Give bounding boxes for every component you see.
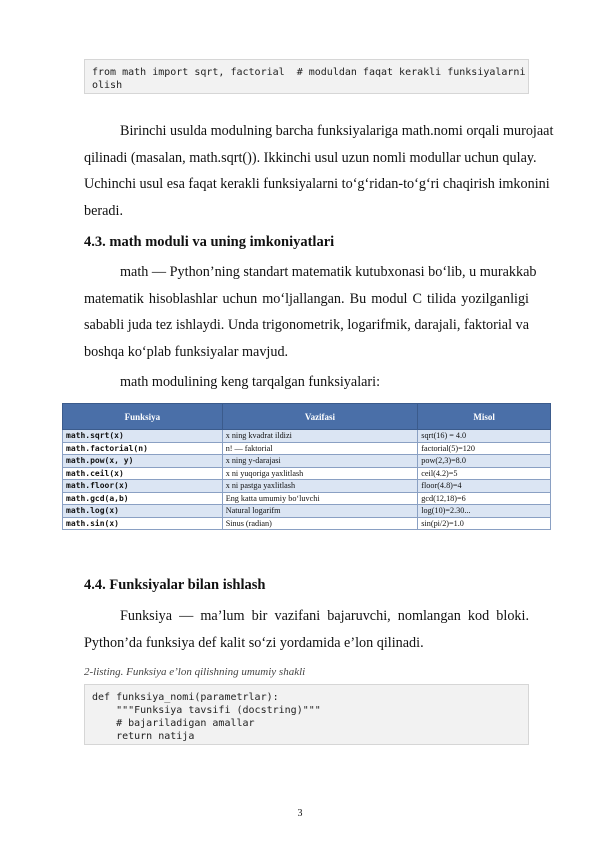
function-name-cell: math.gcd(a,b) xyxy=(63,492,223,505)
function-name-cell: math.factorial(n) xyxy=(63,442,223,455)
table-header-cell: Vazifasi xyxy=(222,404,418,430)
table-header-row xyxy=(63,404,551,430)
example-cell: pow(2,3)=8.0 xyxy=(418,455,551,468)
function-name-cell: math.log(x) xyxy=(63,505,223,518)
table-row xyxy=(63,455,551,468)
code-line: def funksiya_nomi(parametrlar): xyxy=(92,692,279,703)
math-functions-table xyxy=(62,403,551,530)
code-line: # bajariladigan amallar xyxy=(92,718,255,729)
description-cell: Sinus (radian) xyxy=(222,517,418,530)
paragraph-table-intro xyxy=(84,369,529,396)
description-cell: x ni yuqoriga yaxlitlash xyxy=(222,467,418,480)
example-cell: floor(4.8)=4 xyxy=(418,480,551,493)
paragraph-line: Birinchi usulda modulning barcha funksiyalariga math.nomi orqali murojaat xyxy=(120,123,554,139)
code-block-function-def xyxy=(84,684,529,745)
table-row xyxy=(63,442,551,455)
description-cell: x ning kvadrat ildizi xyxy=(222,430,418,443)
paragraph-import-methods xyxy=(84,118,554,224)
paragraph-line: beradi. xyxy=(84,202,123,219)
paragraph-line: Python’da funksiya def kalit so‘zi yordamida e’lon qilinadi. xyxy=(84,634,424,651)
function-name-cell: math.floor(x) xyxy=(63,480,223,493)
description-cell: Natural logarifm xyxy=(222,505,418,518)
listing-caption: 2-listing. Funksiya e’lon qilishning umumiy shakli xyxy=(84,666,306,678)
paragraph-line: qilinadi (masalan, math.sqrt()). Ikkinchi usul uzun nomli modullar uchun qulay. xyxy=(84,149,537,166)
example-cell: factorial(5)=120 xyxy=(418,442,551,455)
function-name-cell: math.sin(x) xyxy=(63,517,223,530)
example-cell: log(10)=2.30... xyxy=(418,505,551,518)
paragraph-functions xyxy=(84,603,529,656)
paragraph-math-module xyxy=(84,259,537,365)
table-row xyxy=(63,430,551,443)
paragraph-line: matematik hisoblashlar uchun mo‘ljallangan. Bu modul C tilida yozilganligi xyxy=(84,290,529,307)
code-block-import xyxy=(84,59,529,94)
table-row xyxy=(63,480,551,493)
function-name-cell: math.sqrt(x) xyxy=(63,430,223,443)
paragraph-line: Funksiya — ma’lum bir vazifani bajaruvchi, nomlangan kod bloki. xyxy=(120,608,529,624)
paragraph-line: Uchinchi usul esa faqat kerakli funksiyalarni to‘g‘ridan-to‘g‘ri chaqirish imkonini xyxy=(84,176,550,192)
paragraph-line: boshqa ko‘plab funksiyalar mavjud. xyxy=(84,343,289,360)
example-cell: gcd(12,18)=6 xyxy=(418,492,551,505)
function-name-cell: math.pow(x, y) xyxy=(63,455,223,468)
section-heading-4-4: 4.4. Funksiyalar bilan ishlash xyxy=(84,577,266,593)
description-cell: n! — faktorial xyxy=(222,442,418,455)
code-line: return natija xyxy=(92,731,195,742)
paragraph-line: math modulining keng tarqalgan funksiyalari: xyxy=(120,374,381,390)
page-number: 3 xyxy=(297,808,303,819)
description-cell: x ni pastga yaxlitlash xyxy=(222,480,418,493)
example-cell: ceil(4.2)=5 xyxy=(418,467,551,480)
table-row xyxy=(63,492,551,505)
table-row xyxy=(63,505,551,518)
code-line: olish xyxy=(92,80,123,91)
paragraph-line: sababli juda tez ishlaydi. Unda trigonometrik, logarifmik, darajali, faktorial va xyxy=(84,317,529,333)
table-row xyxy=(63,517,551,530)
function-name-cell: math.ceil(x) xyxy=(63,467,223,480)
table-header-cell: Misol xyxy=(418,404,551,430)
table-row xyxy=(63,467,551,480)
paragraph-line: math — Python’ning standart matematik kutubxonasi bo‘lib, u murakkab xyxy=(120,264,537,280)
code-line: from math import sqrt, factorial # moduldan faqat kerakli funksiyalarni xyxy=(92,67,526,78)
description-cell: Eng katta umumiy bo‘luvchi xyxy=(222,492,418,505)
example-cell: sqrt(16) = 4.0 xyxy=(418,430,551,443)
example-cell: sin(pi/2)=1.0 xyxy=(418,517,551,530)
description-cell: x ning y-darajasi xyxy=(222,455,418,468)
section-heading-4-3: 4.3. math moduli va uning imkoniyatlari xyxy=(84,234,335,250)
table-header-cell: Funksiya xyxy=(63,404,223,430)
code-line: """Funksiya tavsifi (docstring)""" xyxy=(92,705,321,716)
